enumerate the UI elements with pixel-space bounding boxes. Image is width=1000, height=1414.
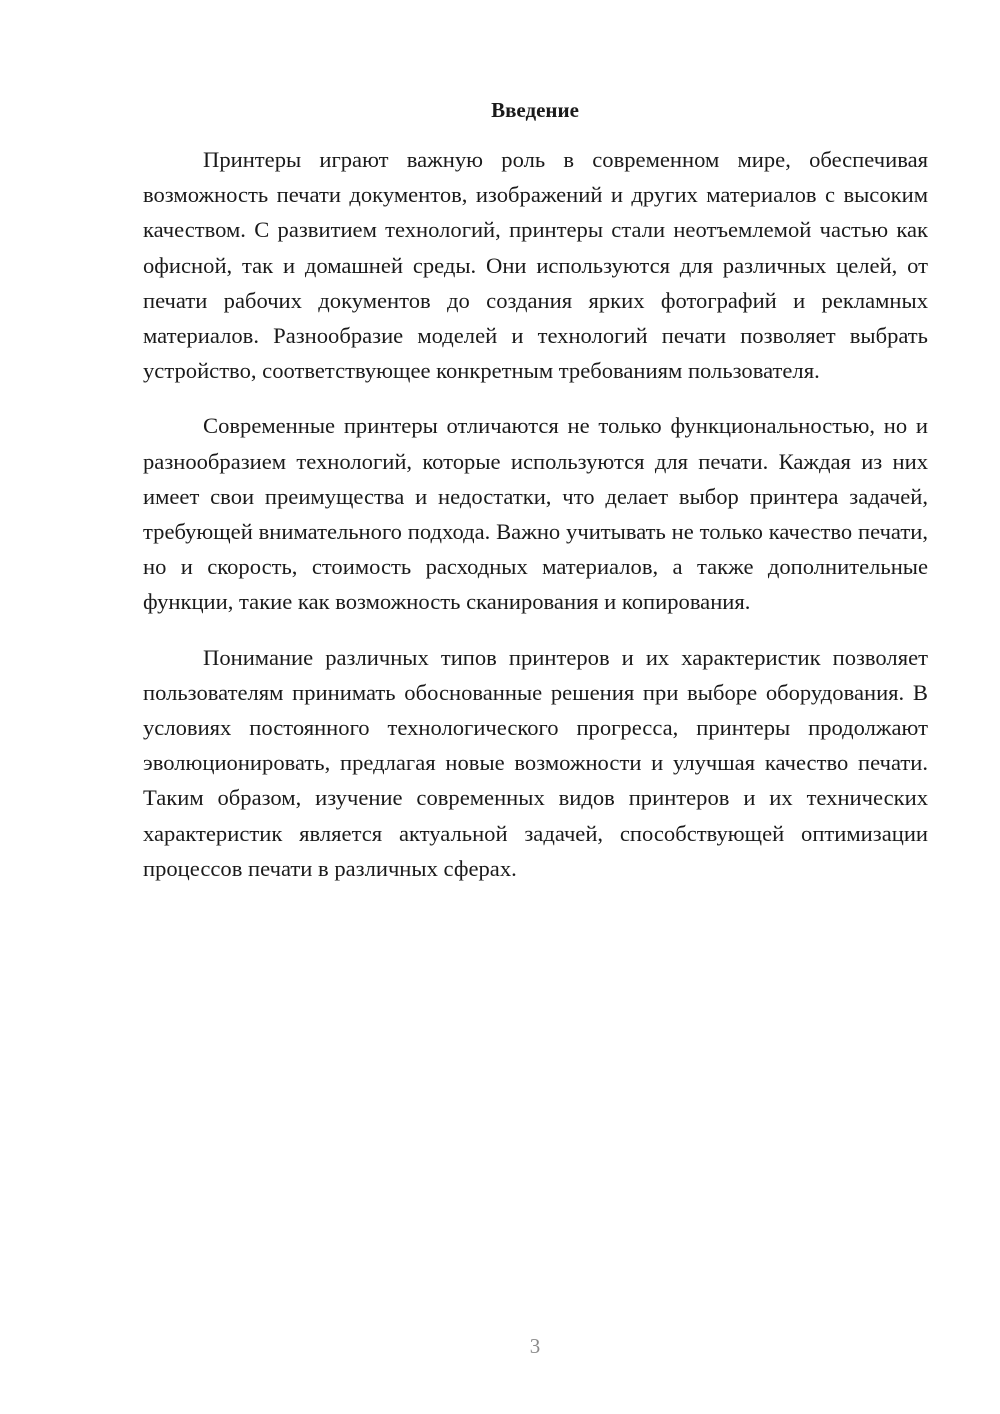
page-number: 3 xyxy=(529,1334,541,1358)
paragraph-3: Понимание различных типов принтеров и их характеристик позволяет пользователям принимать обоснованные решения при выборе оборудования. В условиях постоянного технологического прогресса, принтеры продолжают эволюционировать, предлагая новые возможности и улучшая качество печати. Таким образом, изучение современных видов принтеров и их технических характеристик является актуальной задачей, способствующей оптимизации процессов печати в различных сферах. xyxy=(143,644,928,881)
body-text xyxy=(143,142,928,906)
paragraph-1: Принтеры играют важную роль в современном мире, обеспечивая возможность печати документов, изображений и других материалов с высоким качеством. С развитием технологий, принтеры стали неотъемлемой частью как офисной, так и домашней среды. Они используются для различных целей, от печати рабочих документов до создания ярких фотографий и рекламных материалов. Разнообразие моделей и технологий печати позволяет выбрать устройство, соответствующее конкретным требованиям пользователя. xyxy=(143,147,928,384)
section-heading: Введение xyxy=(491,98,579,122)
paragraph-2: Современные принтеры отличаются не только функциональностью, но и разнообразием технологий, которые используются для печати. Каждая из них имеет свои преимущества и недостатки, что делает выбор принтера задачей, требующей внимательного подхода. Важно учитывать не только качество печати, но и скорость, стоимость расходных материалов, а также дополнительные функции, такие как возможность сканирования и копирования. xyxy=(143,413,928,615)
